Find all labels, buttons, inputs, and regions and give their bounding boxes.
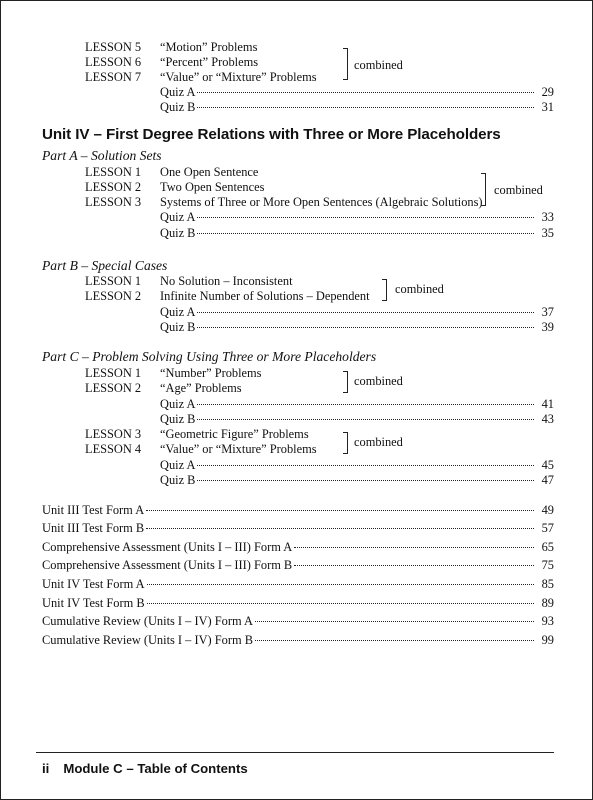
toc-entry[interactable] [42, 633, 554, 648]
combined-bracket [343, 48, 348, 80]
lesson-label: LESSON 3 [85, 195, 142, 209]
toc-entry[interactable] [160, 210, 554, 225]
page-number: 57 [541, 521, 554, 535]
dot-leader [197, 233, 534, 234]
combined-bracket [382, 279, 387, 301]
entry-label: Quiz A [160, 305, 196, 319]
lesson-title: “Age” Problems [160, 381, 242, 395]
lesson-label: LESSON 4 [85, 442, 142, 456]
dot-leader [146, 528, 534, 529]
entry-label: Quiz B [160, 412, 196, 426]
unit-heading: Unit IV – First Degree Relations with Three or More Placeholders [42, 126, 501, 143]
dot-leader [255, 640, 534, 641]
lesson-title: “Geometric Figure” Problems [160, 427, 309, 441]
page-number: 39 [541, 320, 554, 334]
page-footer [42, 761, 248, 776]
dot-leader [146, 510, 534, 511]
dot-leader [197, 404, 534, 405]
dot-leader [255, 621, 534, 622]
entry-label: Unit IV Test Form B [42, 596, 145, 610]
page-number: 75 [541, 558, 554, 572]
footer-rule [36, 752, 554, 753]
dot-leader [147, 603, 534, 604]
toc-entry[interactable] [160, 458, 554, 473]
page-number: 29 [541, 85, 554, 99]
entry-label: Comprehensive Assessment (Units I – III) Form A [42, 540, 293, 554]
page-number: 43 [541, 412, 554, 426]
lesson-title: “Number” Problems [160, 366, 262, 380]
part-heading: Part A – Solution Sets [42, 148, 162, 163]
toc-entry[interactable] [42, 577, 554, 592]
lesson-label: LESSON 2 [85, 180, 142, 194]
lesson-label: LESSON 1 [85, 366, 142, 380]
lesson-label: LESSON 6 [85, 55, 142, 69]
combined-note: combined [354, 58, 403, 72]
entry-label: Quiz A [160, 397, 196, 411]
dot-leader [197, 92, 534, 93]
combined-bracket [481, 173, 486, 206]
toc-entry[interactable] [42, 558, 554, 573]
lesson-title: Infinite Number of Solutions – Dependent [160, 289, 370, 303]
page-number: 35 [541, 226, 554, 240]
footer-title: Module C – Table of Contents [63, 761, 248, 776]
dot-leader [294, 565, 534, 566]
entry-label: Quiz A [160, 85, 196, 99]
lesson-title: No Solution – Inconsistent [160, 274, 293, 288]
page-number: 65 [541, 540, 554, 554]
lesson-title: “Motion” Problems [160, 40, 258, 54]
dot-leader [197, 480, 534, 481]
lesson-title: “Percent” Problems [160, 55, 259, 69]
entry-label: Quiz B [160, 320, 196, 334]
toc-entry[interactable] [160, 320, 554, 335]
lesson-label: LESSON 1 [85, 165, 142, 179]
toc-entry[interactable] [160, 305, 554, 320]
combined-bracket [343, 371, 348, 393]
entry-label: Cumulative Review (Units I – IV) Form A [42, 614, 253, 628]
lesson-title: Systems of Three or More Open Sentences (Algebraic Solutions) [160, 195, 483, 209]
entry-label: Quiz A [160, 210, 196, 224]
lesson-label: LESSON 2 [85, 289, 142, 303]
toc-entry[interactable] [160, 85, 554, 100]
entry-label: Quiz B [160, 473, 196, 487]
part-heading: Part C – Problem Solving Using Three or More Placeholders [42, 349, 377, 364]
lesson-title: “Value” or “Mixture” Problems [160, 70, 317, 84]
entry-label: Quiz B [160, 100, 196, 114]
entry-label: Quiz B [160, 226, 196, 240]
page-number: 31 [541, 100, 554, 114]
combined-note: combined [395, 282, 444, 296]
combined-bracket [343, 432, 348, 454]
lesson-label: LESSON 1 [85, 274, 142, 288]
lesson-title: Two Open Sentences [160, 180, 265, 194]
page-number: 49 [541, 503, 554, 517]
lesson-title: “Value” or “Mixture” Problems [160, 442, 317, 456]
page-number: 45 [541, 458, 554, 472]
page-number: 33 [541, 210, 554, 224]
dot-leader [197, 312, 534, 313]
toc-entry[interactable] [160, 473, 554, 488]
lesson-label: LESSON 7 [85, 70, 142, 84]
entry-label: Comprehensive Assessment (Units I – III) Form B [42, 558, 293, 572]
lesson-label: LESSON 5 [85, 40, 142, 54]
entry-label: Unit IV Test Form A [42, 577, 145, 591]
dot-leader [294, 547, 534, 548]
entry-label: Unit III Test Form A [42, 503, 145, 517]
combined-note: combined [494, 183, 543, 197]
toc-entry[interactable] [42, 521, 554, 536]
dot-leader [147, 584, 534, 585]
page-number: 89 [541, 596, 554, 610]
combined-note: combined [354, 435, 403, 449]
lesson-title: One Open Sentence [160, 165, 259, 179]
toc-entry[interactable] [42, 540, 554, 555]
page-number: 99 [541, 633, 554, 647]
page-number: 41 [541, 397, 554, 411]
toc-entry[interactable] [42, 614, 554, 629]
lesson-label: LESSON 2 [85, 381, 142, 395]
page-number: 37 [541, 305, 554, 319]
part-heading: Part B – Special Cases [42, 258, 168, 273]
toc-entry[interactable] [42, 596, 554, 611]
dot-leader [197, 327, 534, 328]
toc-entry[interactable] [160, 226, 554, 241]
page-number: 85 [541, 577, 554, 591]
page-number: 47 [541, 473, 554, 487]
entry-label: Unit III Test Form B [42, 521, 145, 535]
dot-leader [197, 217, 534, 218]
combined-note: combined [354, 374, 403, 388]
toc-entry[interactable] [42, 503, 554, 518]
toc-entry[interactable] [160, 100, 554, 115]
toc-entry[interactable] [160, 397, 554, 412]
footer-page-number: ii [42, 761, 50, 776]
toc-entry[interactable] [160, 412, 554, 427]
dot-leader [197, 465, 534, 466]
entry-label: Cumulative Review (Units I – IV) Form B [42, 633, 253, 647]
entry-label: Quiz A [160, 458, 196, 472]
dot-leader [197, 107, 534, 108]
lesson-label: LESSON 3 [85, 427, 142, 441]
page-number: 93 [541, 614, 554, 628]
dot-leader [197, 419, 534, 420]
